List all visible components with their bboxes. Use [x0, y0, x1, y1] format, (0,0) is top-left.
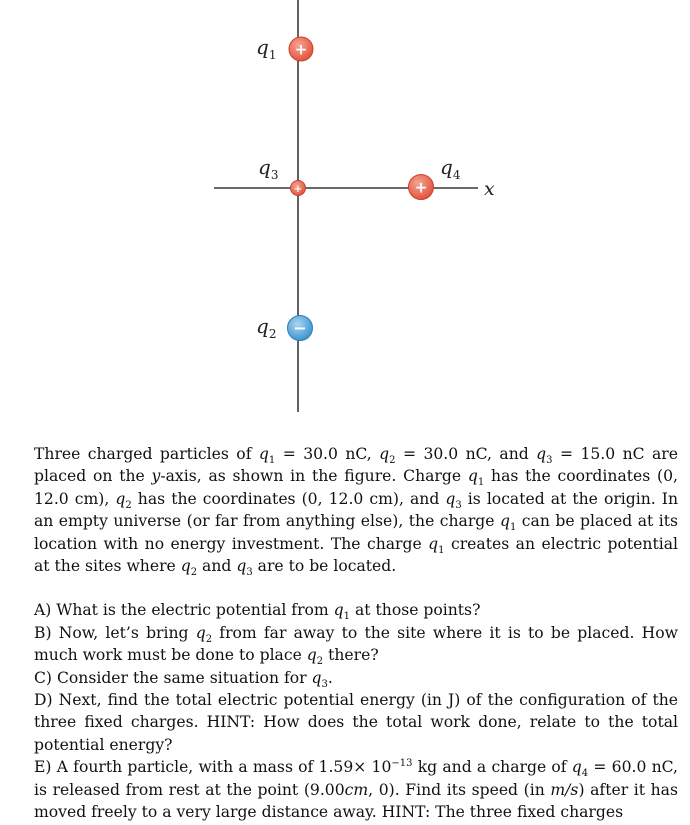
question-b: B) Now, let’s bring $q_2$ from far away to the site where it is to be placed. How much work must be done to place $q_2$ there? — [34, 623, 678, 668]
charge-sign: + — [294, 40, 308, 59]
charge-label: $q_3$ — [258, 155, 279, 182]
charge-sign: + — [414, 178, 428, 197]
problem-text — [34, 443, 678, 824]
question-a: A) What is the electric potential from $q_1$ at those points? — [34, 601, 481, 623]
charge-q1 — [256, 35, 313, 62]
question-e: E) A fourth particle, with a mass of $1.59\times 10^{-13}$ kg and a charge of $q_4 = 60.0$ nC, is released from rest at the point (9.00cm, 0). Find its speed (in m/s) after it has moved freely to a very large distance away. HINT: The three fixed charges — [34, 758, 678, 822]
question-d: D) Next, find the total electric potential energy (in J) of the configuration of the three fixed charges. HINT: How does the total work done, relate to the total potential energy? — [34, 691, 678, 754]
question-c: C) Consider the same situation for $q_3$. — [34, 668, 333, 690]
charge-q4 — [409, 155, 461, 200]
charge-sign: + — [293, 184, 303, 195]
charge-q2 — [256, 314, 313, 341]
charge-label: $q_2$ — [256, 314, 277, 341]
charge-label: $q_4$ — [440, 155, 461, 182]
problem-intro: Three charged particles of $q_1 = 30.0$ nC, $q_2 = 30.0$ nC, and $q_3 = 15.0$ nC are placed on the y-axis, as shown in the figure. Charge $q_1$ has the coordinates (0, 12.0 cm), $q_2$ has the coordinates (0, 12.0 cm), and $q_3$ is located at the origin. In an empty universe (or far from anything else), the charge $q_1$ can be placed at its location with no energy investment. The charge $q_1$ creates an electric potential at the sites where $q_2$ and $q_3$ are to be located. — [34, 445, 679, 579]
charge-sign: − — [293, 318, 307, 338]
x-axis-label: x — [484, 178, 495, 200]
charge-label: $q_1$ — [256, 35, 277, 62]
